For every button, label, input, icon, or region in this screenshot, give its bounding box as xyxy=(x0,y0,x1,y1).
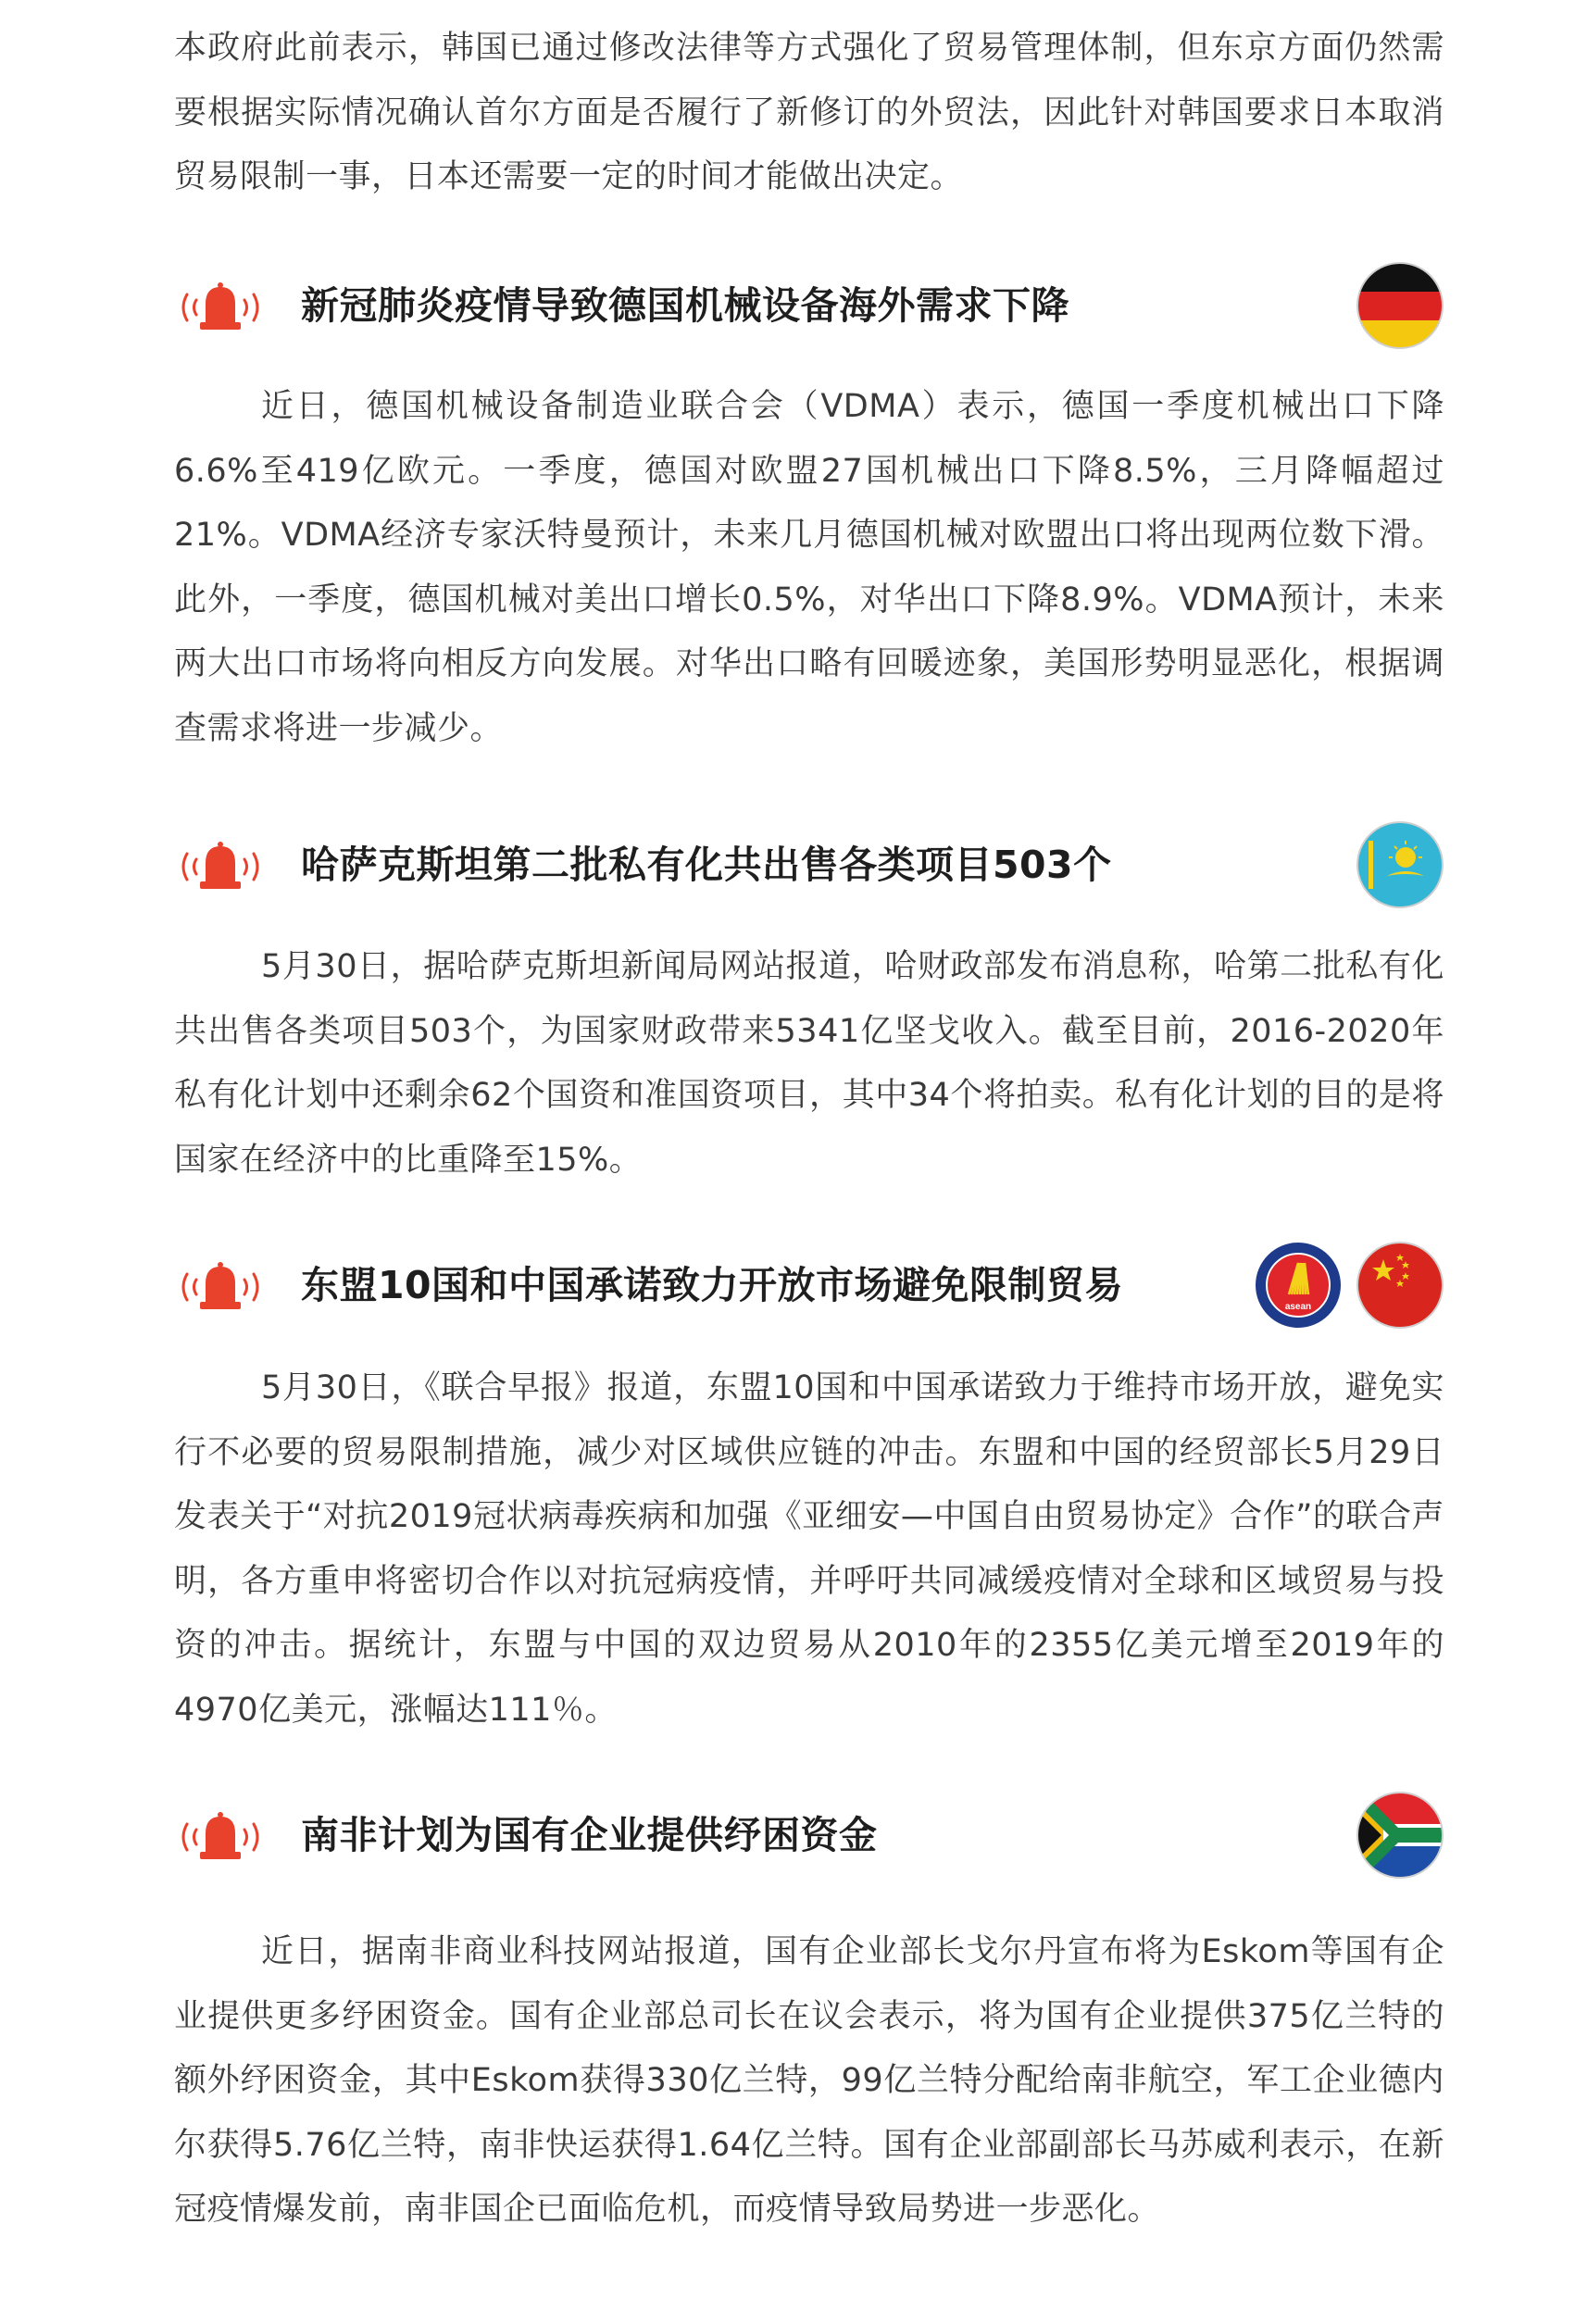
china-flag-icon xyxy=(1356,1241,1444,1330)
section-header-kazakhstan xyxy=(174,820,1444,913)
alarm-bell-icon xyxy=(174,280,267,335)
section-header-asean-china xyxy=(174,1241,1444,1333)
germany-flag-icon xyxy=(1356,261,1444,350)
asean-flag-icon xyxy=(1254,1241,1343,1330)
section-title: 东盟10国和中国承诺致力开放市场避免限制贸易 xyxy=(301,1263,1124,1307)
section-body: 5月30日，《联合早报》报道，东盟10国和中国承诺致力于维持市场开放，避免实行不必要的贸易限制措施，减少对区域供应链的冲击。东盟和中国的经贸部长5月29日发表关于“对抗2019冠状病毒疾病和加强《亚细安—中国自由贸易协定》合作”的联合声明，各方重申将密切合作以对抗冠病疫情，并呼吁共同减缓疫情对全球和区域贸易与投资的冲击。据统计，东盟与中国的双边贸易从2010年的2355亿美元增至2019年的4970亿美元，涨幅达111％。 xyxy=(174,1369,1444,1729)
alarm-bell-icon xyxy=(174,1809,267,1865)
asean-label: asean xyxy=(1284,1302,1312,1312)
section-header-south-africa xyxy=(174,1791,1444,1883)
section-title: 哈萨克斯坦第二批私有化共出售各类项目503个 xyxy=(301,843,1112,887)
section-body: 近日，德国机械设备制造业联合会（VDMA）表示，德国一季度机械出口下降6.6%至419亿欧元。一季度，德国对欧盟27国机械出口下降8.5%，三月降幅超过21%。VDMA经济专家沃特曼预计，未来几月德国机械对欧盟出口将出现两位数下滑。此外，一季度，德国机械对美出口增长0.5%，对华出口下降8.9%。VDMA预计，未来两大出口市场将向相反方向发展。对华出口略有回暖迹象，美国形势明显恶化，根据调查需求将进一步减少。 xyxy=(174,388,1444,747)
section-body: 近日，据南非商业科技网站报道，国有企业部长戈尔丹宣布将为Eskom等国有企业提供更多纾困资金。国有企业部总司长在议会表示，将为国有企业提供375亿兰特的额外纾困资金，其中Eskom获得330亿兰特，99亿兰特分配给南非航空，军工企业德内尔获得5.76亿兰特，南非快运获得1.64亿兰特。国有企业部副部长马苏威利表示，在新冠疫情爆发前，南非国企已面临危机，而疫情导致局势进一步恶化。 xyxy=(174,1933,1444,2228)
section-title: 南非计划为国有企业提供纾困资金 xyxy=(301,1813,878,1857)
alarm-bell-icon xyxy=(174,839,267,894)
section-body: 5月30日，据哈萨克斯坦新闻局网站报道，哈财政部发布消息称，哈第二批私有化共出售各类项目503个，为国家财政带来5341亿坚戈收入。截至目前，2016-2020年私有化计划中还剩余62个国资和准国资项目，其中34个将拍卖。私有化计划的目的是将国家在经济中的比重降至15%。 xyxy=(174,948,1444,1179)
section-title: 新冠肺炎疫情导致德国机械设备海外需求下降 xyxy=(301,283,1069,328)
section-header-germany xyxy=(174,261,1444,354)
kazakhstan-flag-icon xyxy=(1356,820,1444,909)
intro-paragraph: 本政府此前表示，韩国已通过修改法律等方式强化了贸易管理体制，但东京方面仍然需要根据实际情况确认首尔方面是否履行了新修订的外贸法，因此针对韩国要求日本取消贸易限制一事，日本还需要一定的时间才能做出决定。 xyxy=(174,30,1444,195)
alarm-bell-icon xyxy=(174,1259,267,1315)
south-africa-flag-icon xyxy=(1356,1791,1444,1880)
